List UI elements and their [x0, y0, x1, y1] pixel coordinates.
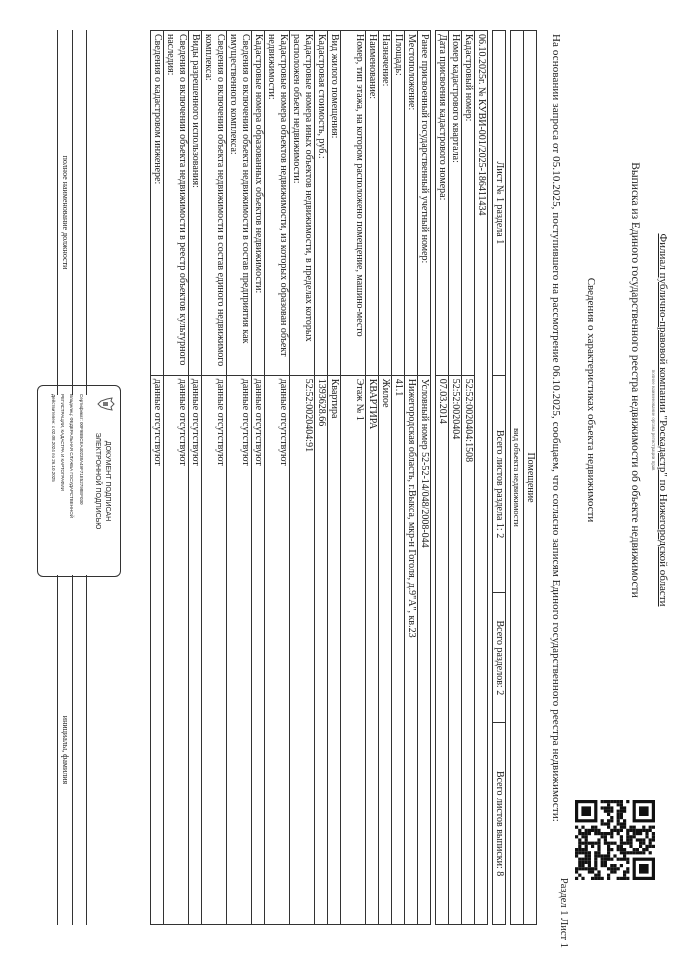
row-label: Виды разрешенного использования:: [189, 31, 202, 376]
row-label: Кадастровые номера иных объектов недвижимости, в пределах которых расположен объект недвижимости:: [290, 31, 315, 376]
section-sheets-total: Всего листов раздела 1: 2: [493, 375, 506, 593]
table-row: [252, 31, 265, 925]
position-caption: полное наименование должности: [61, 155, 70, 270]
row-label: Сведения о включении объекта недвижимости в состав предприятия как имущественного комплекса:: [227, 31, 252, 376]
table-row: [151, 31, 164, 925]
table-row: [366, 31, 379, 925]
document-number: 06.10.2025г. № КУВИ-001/2025-186411434: [475, 31, 488, 925]
row-value: данные отсутствуют: [202, 375, 227, 924]
row-label: Местоположение:: [405, 31, 418, 376]
table-row: [227, 31, 252, 925]
table-row: [341, 31, 366, 925]
row-value: данные отсутствуют: [164, 375, 189, 924]
table-row: [315, 31, 328, 925]
table-row: [189, 31, 202, 925]
table-row: [290, 31, 315, 925]
table-row: [265, 31, 290, 925]
row-label: Номер, тип этажа, на котором расположено помещение, машино-место: [341, 31, 366, 376]
table-row: [202, 31, 227, 925]
table-row: [379, 31, 392, 925]
row-value: 41.1: [392, 375, 405, 924]
table-row: [392, 31, 405, 925]
section-label: Раздел 1 Лист 1: [558, 877, 569, 948]
document-subtitle: Сведения о характеристиках объекта недвижимости: [585, 277, 597, 523]
row-label: Номер кадастрового квартала:: [449, 31, 462, 376]
row-label: Дата присвоения кадастрового номера:: [436, 31, 449, 376]
row-value: Жилое: [379, 375, 392, 924]
row-label: Сведения о кадастровом инженере:: [151, 31, 164, 376]
row-value: данные отсутствуют: [265, 375, 290, 924]
organization-name: Филиал публично-правовой компании "Роскадастр" по Нижегородской области: [657, 233, 669, 607]
row-label: Назначение:: [379, 31, 392, 376]
position-signature-field: [57, 30, 87, 395]
name-signature-field: [57, 575, 87, 925]
row-value: 52:52:0020404:91: [290, 375, 315, 924]
row-value: Этаж № 1: [341, 375, 366, 924]
row-value: 52:52:0020404: [449, 375, 462, 924]
qr-code: [575, 800, 655, 880]
sheet-number: Лист № 1 раздела 1: [493, 31, 506, 376]
table-row: [436, 31, 449, 925]
row-label: Сведения о включении объекта недвижимости в реестр объектов культурного наследия:: [164, 31, 189, 376]
stamp-line2: ЭЛЕКТРОННОЙ ПОДПИСЬЮ: [94, 432, 101, 530]
extract-sheets-total: Всего листов выписки: 8: [493, 723, 506, 925]
row-label: Кадастровый номер:: [462, 31, 475, 376]
row-value: Нижегородская область, г.Выкса, мкр-н Гоголя, д.9"А", кв.23: [405, 375, 418, 924]
row-label: Кадастровая стоимость, руб.:: [315, 31, 328, 376]
document-title: Выписка из Единого государственного реестра недвижимости об объекте недвижимости: [629, 162, 641, 598]
object-type-caption: вид объекта недвижимости: [511, 31, 524, 925]
table-row: [449, 31, 462, 925]
table-row: [418, 31, 431, 925]
row-value: данные отсутствуют: [151, 375, 164, 924]
object-type: Помещение: [524, 31, 537, 925]
row-label: Кадастровые номера объектов недвижимости, из которых образован объект недвижимости:: [265, 31, 290, 376]
row-value: данные отсутствуют: [227, 375, 252, 924]
table-row: [328, 31, 341, 925]
stamp-line1: ДОКУМЕНТ ПОДПИСАН: [104, 440, 111, 522]
organization-caption: полное наименование органа регистрации прав: [650, 369, 655, 471]
row-value: 1393628.66: [315, 375, 328, 924]
row-value: КВАРТИРА: [366, 375, 379, 924]
row-value: данные отсутствуют: [189, 375, 202, 924]
row-value: 07.03.2014: [436, 375, 449, 924]
row-value: Квартира: [328, 375, 341, 924]
sections-total: Всего разделов: 2: [493, 593, 506, 723]
table-row: [462, 31, 475, 925]
row-value: Условный номер 52-52-14/048/2008-044: [418, 375, 431, 924]
stamp-validity: Действителен: с 02.08.2024 по 26.10.2025: [51, 394, 56, 482]
row-value: 52:52:0020404:1508: [462, 375, 475, 924]
electronic-signature-stamp: [37, 385, 121, 577]
row-label: Кадастровые номера образованных объектов недвижимости:: [252, 31, 265, 376]
name-caption: инициалы, фамилия: [61, 715, 70, 785]
row-value: данные отсутствуют: [252, 375, 265, 924]
stamp-owner2: РЕГИСТРАЦИИ, КАДАСТРА И КАРТОГРАФИИ: [60, 394, 65, 491]
table-row: [405, 31, 418, 925]
sheet-info-row: [493, 31, 506, 925]
characteristics-table: [150, 30, 537, 925]
row-label: Сведения о включении объекта недвижимости в состав единого недвижимого комплекса:: [202, 31, 227, 376]
row-label: Ранее присвоенный государственный учетный номер:: [418, 31, 431, 376]
row-label: Площадь:: [392, 31, 405, 376]
basis-text: На основании запроса от 05.10.2025, поступившего на рассмотрение 06.10.2025, сообщаем, что согласно записям Единого государственного реестра недвижимости:: [550, 34, 562, 822]
table-row: [164, 31, 189, 925]
stamp-certificate: Сертификат: 00F9BBCEA40238A49F71E52798EF030: [79, 394, 84, 505]
row-label: Вид жилого помещения:: [328, 31, 341, 376]
row-label: Наименование:: [366, 31, 379, 376]
stamp-owner: Владелец: ФЕДЕРАЛЬНАЯ СЛУЖБА ГОСУДАРСТВЕННОЙ: [69, 394, 74, 518]
